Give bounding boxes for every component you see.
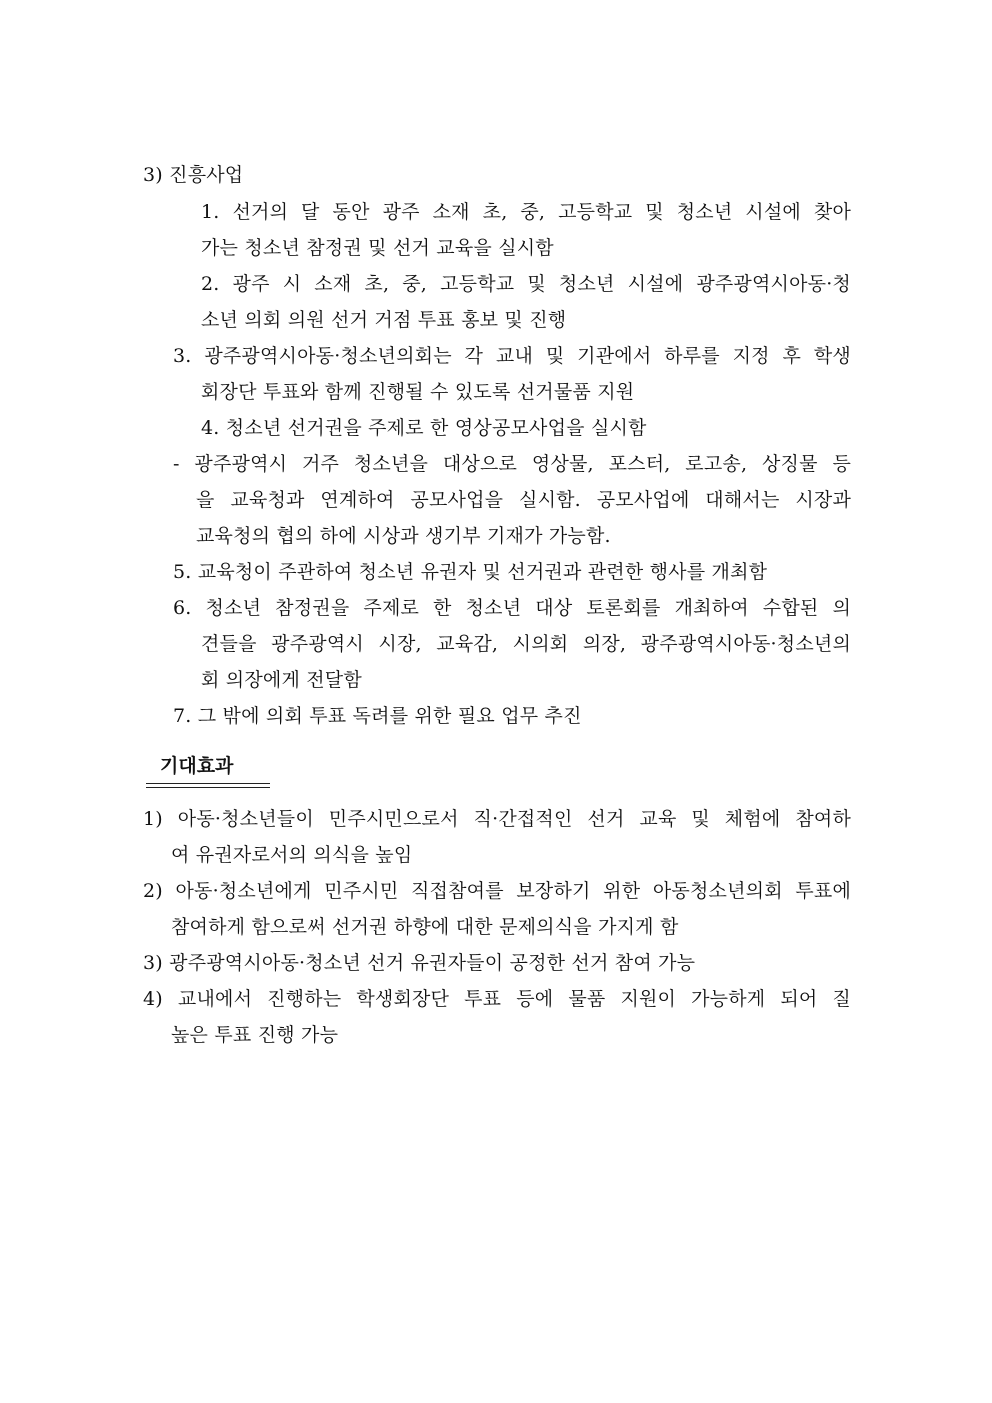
dash-item-line-3: 교육청의 협의 하에 시상과 생기부 기재가 가능함. xyxy=(196,525,611,547)
item-6-line-3: 회 의장에게 전달함 xyxy=(201,669,362,691)
heading-underline-top xyxy=(146,783,270,784)
item-2-line-1: 2. 광주 시 소재 초, 중, 고등학교 및 청소년 시설에 광주광역시아동·청 xyxy=(201,273,851,295)
item-6-line-1: 6. 청소년 참정권을 주제로 한 청소년 대상 토론회를 개최하여 수합된 의 xyxy=(173,597,851,619)
item-6-line-2: 견들을 광주광역시 시장, 교육감, 시의회 의장, 광주광역시아동·청소년의 xyxy=(201,633,851,655)
item-3-line-1: 3. 광주광역시아동·청소년의회는 각 교내 및 기관에서 하루를 지정 후 학생 xyxy=(173,345,851,367)
effect-1-line-2: 여 유권자로서의 의식을 높임 xyxy=(171,844,413,866)
effect-2-line-1: 2) 아동·청소년에게 민주시민 직접참여를 보장하기 위한 아동청소년의회 투표에 xyxy=(143,880,851,902)
section-heading: 3) 진흥사업 xyxy=(143,164,244,186)
effect-1-line-1: 1) 아동·청소년들이 민주시민으로서 직·간접적인 선거 교육 및 체험에 참여하 xyxy=(143,808,851,830)
item-4-line-1: 4. 청소년 선거권을 주제로 한 영상공모사업을 실시함 xyxy=(201,417,647,439)
item-3-line-2: 회장단 투표와 함께 진행될 수 있도록 선거물품 지원 xyxy=(201,381,635,403)
effect-3-line-1: 3) 광주광역시아동·청소년 선거 유권자들이 공정한 선거 참여 가능 xyxy=(143,952,696,974)
effect-4-line-1: 4) 교내에서 진행하는 학생회장단 투표 등에 물품 지원이 가능하게 되어 질 xyxy=(143,988,851,1010)
expected-effects-heading xyxy=(146,752,270,788)
dash-item-line-1: - 광주광역시 거주 청소년을 대상으로 영상물, 포스터, 로고송, 상징물 등 xyxy=(173,453,851,475)
dash-item-line-2: 을 교육청과 연계하여 공모사업을 실시함. 공모사업에 대해서는 시장과 xyxy=(196,489,851,511)
item-7-line-1: 7. 그 밖에 의회 투표 독려를 위한 필요 업무 추진 xyxy=(173,705,582,727)
effect-4-line-2: 높은 투표 진행 가능 xyxy=(171,1024,339,1046)
item-5-line-1: 5. 교육청이 주관하여 청소년 유권자 및 선거권과 관련한 행사를 개최함 xyxy=(173,561,768,583)
item-1-line-2: 가는 청소년 참정권 및 선거 교육을 실시함 xyxy=(201,237,554,259)
expected-effects-title: 기대효과 xyxy=(160,755,234,777)
heading-underline-bottom xyxy=(146,787,270,788)
item-1-line-1: 1. 선거의 달 동안 광주 소재 초, 중, 고등학교 및 청소년 시설에 찾아 xyxy=(201,201,851,223)
effect-2-line-2: 참여하게 함으로써 선거권 하향에 대한 문제의식을 가지게 함 xyxy=(171,916,679,938)
item-2-line-2: 소년 의회 의원 선거 거점 투표 홍보 및 진행 xyxy=(201,309,567,331)
